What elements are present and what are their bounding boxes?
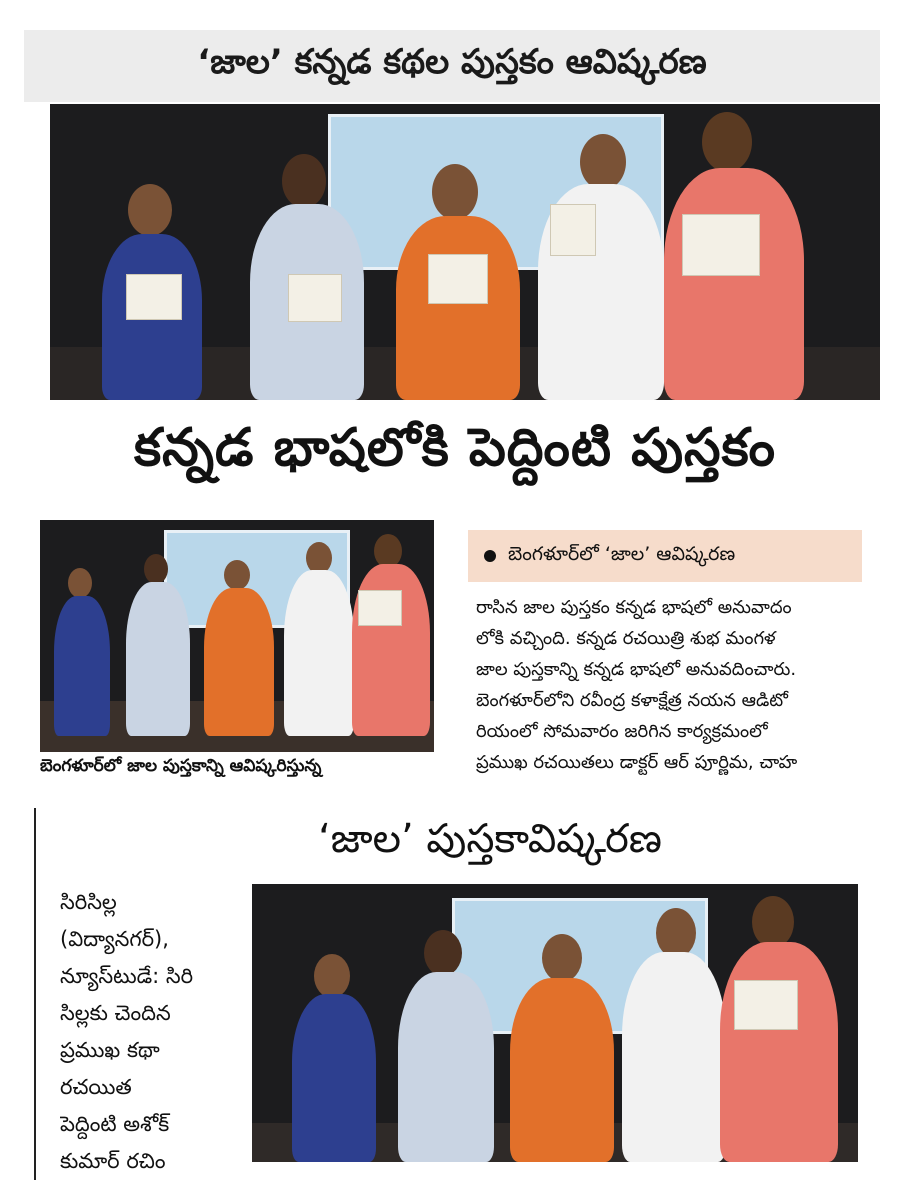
- person-head: [68, 568, 92, 598]
- person: [204, 588, 274, 736]
- body-line: బెంగళూర్‌లోని రవీంద్ర కళాక్షేత్ర నయన ఆడిటో: [476, 690, 788, 711]
- book: [682, 214, 760, 276]
- clip-2-body: [476, 592, 868, 790]
- body-line: సిరిసిల్ల: [60, 890, 117, 914]
- person-head: [702, 112, 752, 172]
- person: [54, 596, 110, 736]
- body-line: ప్రముఖ రచయితలు డాక్టర్ ఆర్ పూర్ణిమ, చాహ: [476, 752, 798, 773]
- person: [396, 216, 520, 400]
- clip-2-photo: [40, 520, 434, 752]
- clip-1-headline: ‘జాల’ కన్నడ కథల పుస్తకం ఆవిష్కరణ: [24, 30, 880, 102]
- book: [550, 204, 596, 256]
- book: [428, 254, 488, 304]
- clip-2-headline: కన్నడ భాషలోకి పెద్దింటి పుస్తకం: [133, 417, 777, 478]
- person-head: [314, 954, 350, 998]
- body-line: రాసిన జాల పుస్తకం కన్నడ భాషలో అనువాదం: [476, 597, 792, 618]
- body-line: లోకి వచ్చింది. కన్నడ రచయిత్రి శుభ మంగళ: [476, 628, 776, 649]
- person-head: [656, 908, 696, 958]
- body-line: పెద్దింటి అశోక్: [60, 1112, 170, 1136]
- person: [720, 942, 838, 1162]
- person-head: [128, 184, 172, 236]
- clip-1-photo: [50, 104, 880, 400]
- clip-3-photo: [252, 884, 858, 1162]
- person-head: [224, 560, 250, 590]
- person-head: [282, 154, 326, 208]
- body-line: రియంలో సోమవారం జరిగిన కార్యక్రమంలో: [476, 721, 768, 742]
- body-line: జాల పుస్తకాన్ని కన్నడ భాషలో అనువదించారు.: [476, 659, 797, 680]
- clip-1: [24, 30, 880, 400]
- person: [664, 168, 804, 400]
- person: [622, 952, 726, 1162]
- person-head: [752, 896, 794, 948]
- person-head: [580, 134, 626, 190]
- clip-3-headline: ‘జాల’ పుస్తకావిష్కరణ: [318, 816, 662, 862]
- body-line: రచయిత: [60, 1075, 132, 1099]
- person: [292, 994, 376, 1162]
- clip-2-photo-caption: బెంగళూర్‌లో జాల పుస్తకాన్ని ఆవిష్కరిస్తున్న: [40, 756, 322, 776]
- body-line: (విద్యానగర్),: [60, 927, 169, 951]
- book: [288, 274, 342, 322]
- body-line: ప్రముఖ కథా: [60, 1038, 160, 1062]
- person-head: [542, 934, 582, 982]
- clip-2-subheading: [468, 530, 862, 582]
- book: [734, 980, 798, 1030]
- book: [126, 274, 182, 320]
- clip-2-subheading-text: బెంగళూర్‌లో ‘జాల’ ఆవిష్కరణ: [508, 542, 736, 565]
- body-line: న్యూస్‌టుడే: సిరి: [60, 964, 194, 988]
- person: [510, 978, 614, 1162]
- book: [358, 590, 402, 626]
- clip-3-body: [60, 884, 246, 1174]
- person: [284, 570, 354, 736]
- body-line: కుమార్ రచిం: [60, 1149, 166, 1173]
- person: [126, 582, 190, 736]
- person-head: [144, 554, 168, 584]
- person-head: [374, 534, 402, 568]
- body-line: సిల్లకు చెందిన: [60, 1001, 171, 1025]
- bullet-icon: [484, 550, 496, 562]
- person-head: [432, 164, 478, 220]
- column-rule: [34, 808, 36, 1180]
- person: [398, 972, 494, 1162]
- person-head: [424, 930, 462, 976]
